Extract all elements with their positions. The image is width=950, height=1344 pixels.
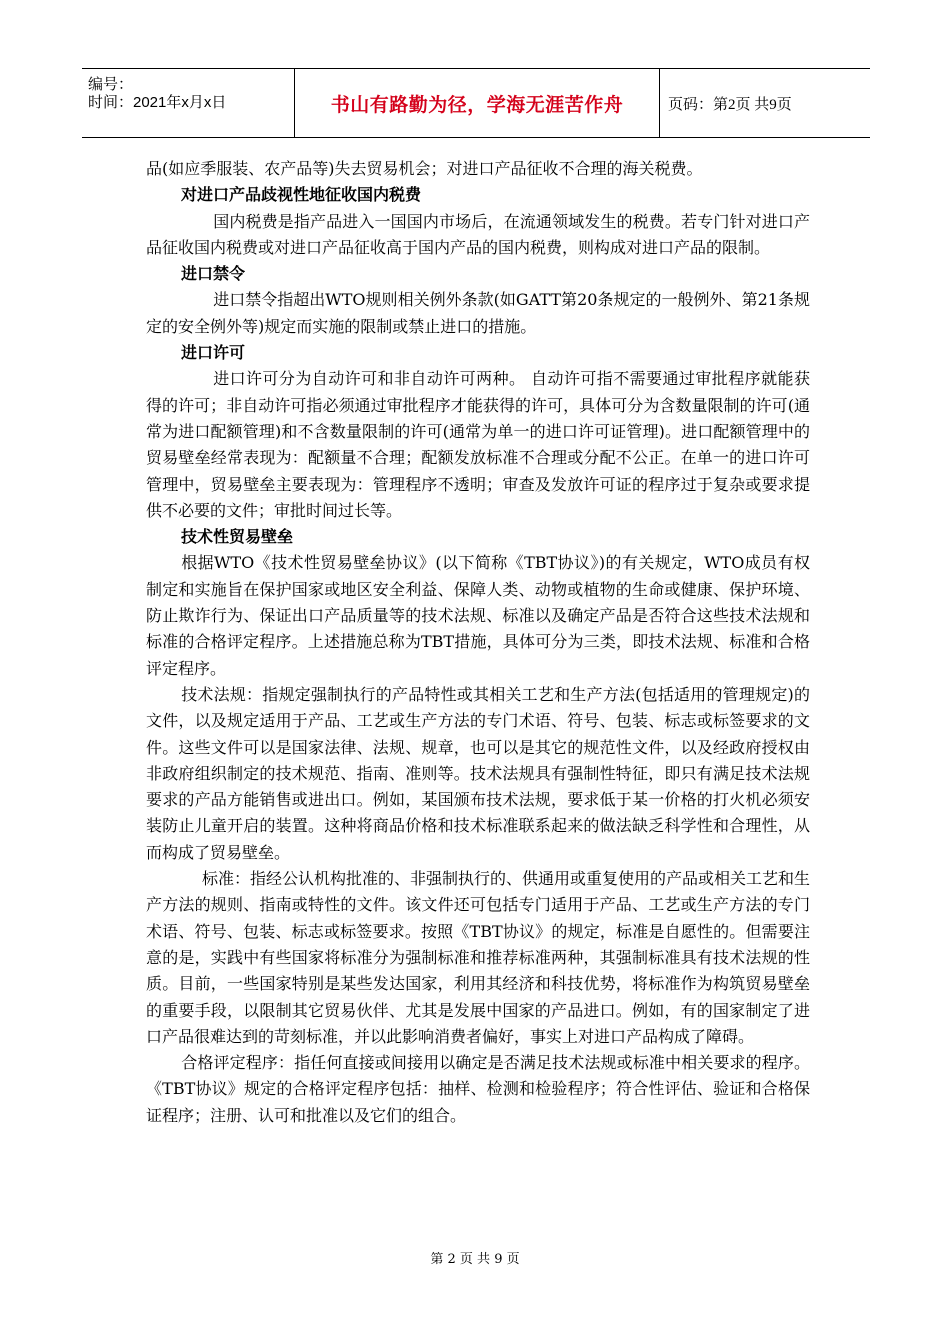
- motto-text: 书山有路勤为径，学海无涯苦作舟: [330, 93, 624, 116]
- document-body: [146, 156, 810, 1129]
- page-footer: [0, 1248, 950, 1267]
- paragraph: 合格评定程序：指任何直接或间接用以确定是否满足技术法规或标准中相关要求的程序。《TBT协议》规定的合格评定程序包括：抽样、检测和检验程序；符合性评估、验证和合格保证程序；注册、认可和批准以及它们的组合。: [146, 1053, 810, 1125]
- paragraph: 根据WTO《技术性贸易壁垒协议》(以下简称《TBT协议》)的有关规定，WTO成员有权制定和实施旨在保护国家或地区安全利益、保障人类、动物或植物的生命或健康、保护环境、防止欺诈行为、保证出口产品质量等的技术法规、标准以及确定产品是否符合这些技术法规和标准的合格评定程序。上述措施总称为TBT措施，具体可分为三类，即技术法规、标准和合格评定程序。: [146, 553, 810, 678]
- section-heading: 技术性贸易壁垒: [181, 527, 294, 547]
- paragraph: 进口禁令指超出WTO规则相关例外条款(如GATT第20条规定的一般例外、第21条规定的安全例外等)规定而实施的限制或禁止进口的措施。: [146, 290, 810, 336]
- paragraph: 标准：指经公认机构批准的、非强制执行的、供通用或重复使用的产品或相关工艺和生产方法的规则、指南或特性的文件。该文件还可包括专门适用于产品、工艺或生产方法的专门术语、符号、包装、标志或标签要求。按照《TBT协议》的规定，标准是自愿性的。但需要注意的是，实践中有些国家将标准分为强制标准和推荐标准两种，其强制标准具有技术法规的性质。目前，一些国家特别是某些发达国家，利用其经济和科技优势，将标准作为构筑贸易壁垒的重要手段，以限制其它贸易伙伴、尤其是发展中国家的产品进口。例如，有的国家制定了进口产品很难达到的苛刻标准，并以此影响消费者偏好，事实上对进口产品构成了障碍。: [146, 869, 811, 1046]
- page-info-text: 页码：第2页 共9页: [668, 96, 792, 113]
- header-meta: [82, 69, 295, 137]
- page-header: [82, 68, 870, 138]
- paragraph: 技术法规：指规定强制执行的产品特性或其相关工艺和生产方法(包括适用的管理规定)的文件，以及规定适用于产品、工艺或生产方法的专门术语、符号、包装、标志或标签要求的文件。这些文件可以是国家法律、法规、规章，也可以是其它的规范性文件，以及经政府授权由非政府组织制定的技术规范、指南、准则等。技术法规具有强制性特征，即只有满足技术法规要求的产品方能销售或进出口。例如，某国颁布技术法规，要求低于某一价格的打火机必须安装防止儿童开启的装置。这种将商品价格和技术标准联系起来的做法缺乏科学性和合理性，从而构成了贸易壁垒。: [146, 684, 810, 862]
- paragraph: 进口许可分为自动许可和非自动许可两种。 自动许可指不需要通过审批程序就能获得的许可；非自动许可指必须通过审批程序才能获得的许可，具体可分为含数量限制的许可(通常为进口配额管理)和不含数量限制的许可(通常为单一的进口许可证管理)。进口配额管理中的贸易壁垒经常表现为：配额量不合理；配额发放标准不合理或分配不公正。在单一的进口许可管理中，贸易壁垒主要表现为：管理程序不透明；审查及发放许可证的程序过于复杂或要求提供不必要的文件；审批时间过长等。: [146, 369, 810, 520]
- paragraph: 国内税费是指产品进入一国国内市场后，在流通领域发生的税费。若专门针对进口产品征收国内税费或对进口产品征收高于国内产品的国内税费，则构成对进口产品的限制。: [146, 211, 810, 257]
- section-heading: 对进口产品歧视性地征收国内税费: [181, 185, 422, 205]
- header-page-info: [660, 69, 870, 137]
- number-label: 编号：: [88, 76, 134, 93]
- section-heading: 进口许可: [181, 343, 246, 363]
- section-heading: 进口禁令: [181, 264, 246, 284]
- header-motto: [295, 69, 660, 137]
- paragraph: 品(如应季服装、农产品等)失去贸易机会；对进口产品征收不合理的海关税费。: [146, 159, 703, 178]
- time-label: 时间：2021年x月x日: [88, 94, 227, 111]
- footer-page-number: 第 2 页 共 9 页: [430, 1252, 520, 1267]
